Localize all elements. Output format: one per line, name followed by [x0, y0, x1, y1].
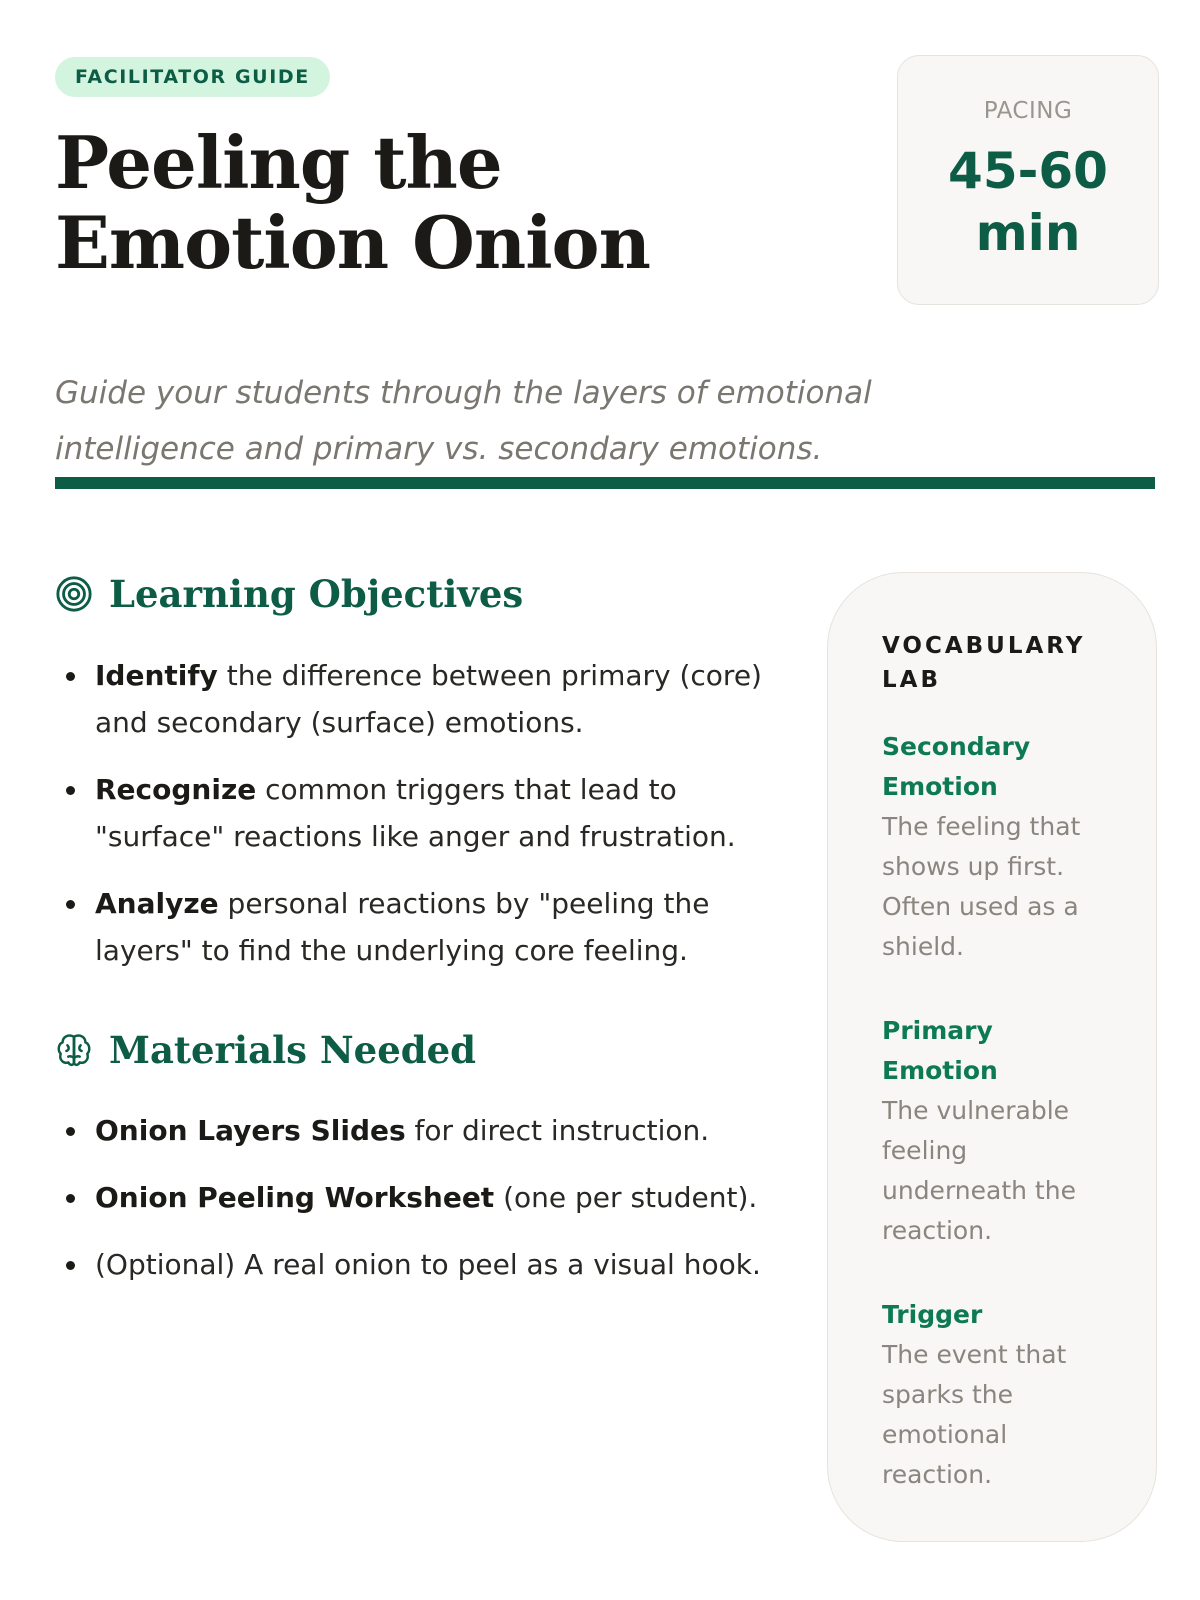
vocabulary-heading: VOCABULARY LAB	[882, 633, 1086, 693]
material-name: Onion Peeling Worksheet	[95, 1181, 495, 1214]
materials-list	[55, 1107, 795, 1308]
list-item	[55, 1107, 795, 1154]
materials-heading	[55, 1028, 476, 1072]
term-definition: The vulnerable feeling underneath the reaction.	[882, 1096, 1076, 1245]
objectives-title: Learning Objectives	[109, 572, 524, 616]
facilitator-badge: FACILITATOR GUIDE	[55, 57, 330, 97]
page-subtitle: Guide your students through the layers of emotional intelligence and primary vs. secondary emotions.	[55, 375, 872, 467]
vocab-term	[882, 727, 1126, 967]
objective-verb: Identify	[95, 659, 218, 692]
header-divider	[55, 477, 1155, 489]
list-item	[55, 1174, 795, 1221]
objectives-list	[55, 652, 795, 994]
vocab-term	[882, 1295, 1126, 1495]
objective-text: personal reactions by "peeling the layers" to find the underlying core feeling.	[95, 887, 710, 967]
material-text: (Optional) A real onion to peel as a visual hook.	[95, 1248, 761, 1281]
header	[55, 57, 1155, 497]
objective-verb: Analyze	[95, 887, 219, 920]
list-item	[55, 880, 795, 974]
term-name: Secondary Emotion	[882, 732, 1031, 801]
vocab-term	[882, 1011, 1126, 1251]
materials-title: Materials Needed	[109, 1028, 477, 1072]
term-name: Primary Emotion	[882, 1016, 998, 1085]
pacing-card	[897, 55, 1159, 305]
term-definition: The feeling that shows up first. Often used as a shield.	[882, 812, 1081, 961]
term-definition: The event that sparks the emotional reaction.	[882, 1340, 1067, 1489]
objective-verb: Recognize	[95, 773, 257, 806]
page-title: Peeling the Emotion Onion	[55, 120, 650, 285]
objectives-heading	[55, 572, 523, 616]
list-item	[55, 1241, 795, 1288]
list-item	[55, 766, 795, 860]
pacing-value: 45-60 min	[948, 142, 1108, 262]
term-name: Trigger	[882, 1300, 983, 1329]
material-text: for direct instruction.	[405, 1114, 710, 1147]
pacing-label: PACING	[983, 98, 1073, 124]
material-name: Onion Layers Slides	[95, 1114, 406, 1147]
objective-text: the difference between primary (core) and secondary (surface) emotions.	[95, 659, 762, 739]
brain-icon	[55, 1031, 93, 1069]
list-item	[55, 652, 795, 746]
objective-text: common triggers that lead to "surface" reactions like anger and frustration.	[95, 773, 736, 853]
vocabulary-card	[827, 572, 1157, 1542]
target-icon	[55, 575, 93, 613]
material-text: (one per student).	[494, 1181, 758, 1214]
